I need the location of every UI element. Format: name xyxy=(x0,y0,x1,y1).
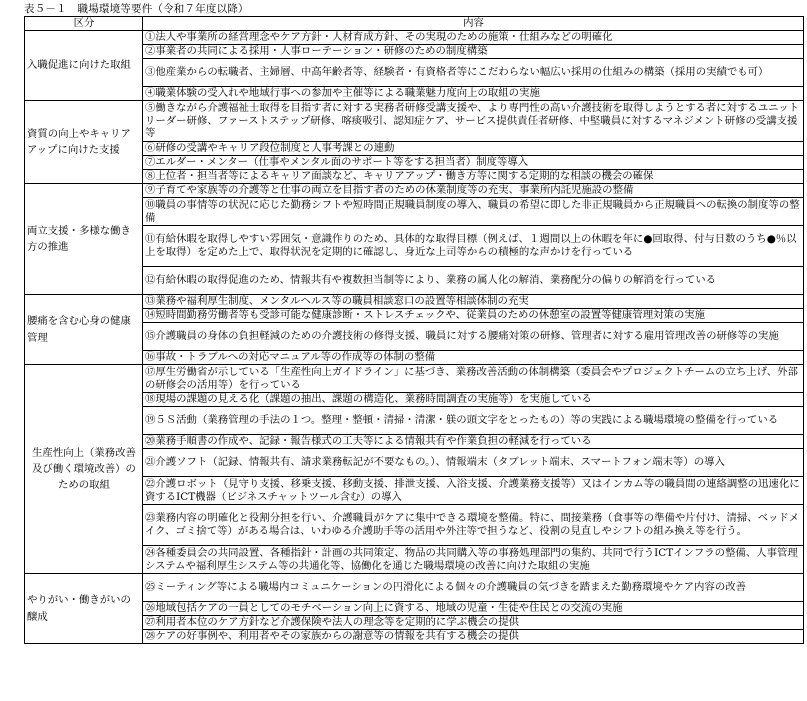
item-cell: ⑥研修の受講やキャリア段位制度と人事考課との連動 xyxy=(143,142,804,156)
item-cell: ③他産業からの転職者、主婦層、中高年齢者等、経験者・有資格者等にこだわらない幅広い採用の仕組みの構築（採用の実績でも可） xyxy=(143,59,804,87)
table-row xyxy=(25,184,804,198)
table-row xyxy=(25,365,804,393)
item-cell: ⑳業務手順書の作成や、記録・報告様式の工夫等による情報共有や作業負担の軽減を行っている xyxy=(143,435,804,449)
table-row xyxy=(25,574,804,602)
item-cell: ⑬業務や福利厚生制度、メンタルヘルス等の職員相談窓口の設置等相談体制の充実 xyxy=(143,295,804,309)
item-cell: ⑲５Ｓ活動（業務管理の手法の１つ。整理・整頓・清掃・清潔・躾の頭文字をとったもの）等の実践による職場環境の整備を行っている xyxy=(143,407,804,435)
item-cell: ㉘ケアの好事例や、利用者やその家族からの謝意等の情報を共有する機会の提供 xyxy=(143,630,804,644)
item-cell: ⑫有給休暇の取得促進のため、情報共有や複数担当制等により、業務の属人化の解消、業務配分の偏りの解消を行っている xyxy=(143,267,804,295)
item-cell: ⑭短時間勤務労働者等も受診可能な健康診断・ストレスチェックや、従業員のための休憩室の設置等健康管理対策の実施 xyxy=(143,309,804,323)
item-cell: ㉔各種委員会の共同設置、各種指針・計画の共同策定、物品の共同購入等の事務処理部門の集約、共同で行うICTインフラの整備、人事管理システムや福利厚生システム等の共通化等、協働化を通じた職場環境の改善に向けた取組の実施 xyxy=(143,546,804,574)
item-cell: ⑨子育てや家族等の介護等と仕事の両立を目指す者のための休業制度等の充実、事業所内託児施設の整備 xyxy=(143,184,804,198)
item-cell: ⑦エルダー・メンター（仕事やメンタル面のサポート等をする担当者）制度等導入 xyxy=(143,156,804,170)
item-cell: ㉓業務内容の明確化と役割分担を行い、介護職員がケアに集中できる環境を整備。特に、間接業務（食事等の準備や片付け、清掃、ベッドメイク、ゴミ捨て等）がある場合は、いわゆる介護助手等の活用や外注等で担うなど、役割の見直しやシフトの組み換え等を行う。 xyxy=(143,505,804,546)
item-cell: ⑩職員の事情等の状況に応じた勤務シフトや短時間正規職員制度の導入、職員の希望に即した非正規職員から正規職員への転換の制度等の整備 xyxy=(143,198,804,226)
item-cell: ㉑介護ソフト（記録、情報共有、請求業務転記が不要なもの。）、情報端末（タブレット端末、スマートフォン端末等）の導入 xyxy=(143,449,804,477)
item-cell: ㉗利用者本位のケア方針など介護保険や法人の理念等を定期的に学ぶ機会の提供 xyxy=(143,616,804,630)
item-cell: ⑤働きながら介護福祉士取得を目指す者に対する実務者研修受講支援や、より専門性の高い介護技術を取得しようとする者に対するユニットリーダー研修、ファーストステップ研修、喀痰吸引、認知症ケア、サービス提供責任者研修、中堅職員に対するマネジメント研修の受講支援等 xyxy=(143,101,804,142)
item-cell: ⑪有給休暇を取得しやすい雰囲気・意識作りのため、具体的な取得目標（例えば、１週間以上の休暇を年に●回取得、付与日数のうち●％以上を取得）を定めた上で、取得状況を定期的に確認し、身近な上司等からの積極的な声かけを行っている xyxy=(143,226,804,267)
item-cell: ④職業体験の受入れや地域行事への参加や主催等による職業魅力度向上の取組の実施 xyxy=(143,87,804,101)
category-cell: 生産性向上（業務改善及び働く環境改善）のための取組 xyxy=(25,365,143,574)
category-cell: 腰痛を含む心身の健康管理 xyxy=(25,295,143,365)
table-row xyxy=(25,295,804,309)
item-cell: ②事業者の共同による採用・人事ローテーション・研修のための制度構築 xyxy=(143,45,804,59)
item-cell: ⑧上位者・担当者等によるキャリア面談など、キャリアアップ・働き方等に関する定期的な相談の機会の確保 xyxy=(143,170,804,184)
table-row xyxy=(25,101,804,142)
category-cell: 入職促進に向けた取組 xyxy=(25,31,143,101)
table-header-row xyxy=(25,17,804,31)
item-cell: ⑱現場の課題の見える化（課題の抽出、課題の構造化、業務時間調査の実施等）を実施している xyxy=(143,393,804,407)
category-cell: 資質の向上やキャリアアップに向けた支援 xyxy=(25,101,143,184)
item-cell: ㉒介護ロボット（見守り支援、移乗支援、移動支援、排泄支援、入浴支援、介護業務支援等）又はインカム等の職員間の連絡調整の迅速化に資するICT機器（ビジネスチャットツール含む）の導入 xyxy=(143,477,804,505)
requirements-table xyxy=(24,16,804,644)
item-cell: ⑮介護職員の身体の負担軽減のための介護技術の修得支援、職員に対する腰痛対策の研修、管理者に対する雇用管理改善の研修等の実施 xyxy=(143,323,804,351)
category-cell: 両立支援・多様な働き方の推進 xyxy=(25,184,143,295)
table-row xyxy=(25,31,804,45)
item-cell: ㉕ミーティング等による職場内コミュニケーションの円滑化による個々の介護職員の気づきを踏まえた勤務環境やケア内容の改善 xyxy=(143,574,804,602)
table-caption: 表５－１ 職場環境等要件（令和７年度以降） xyxy=(24,3,249,15)
item-cell: ⑰厚生労働省が示している「生産性向上ガイドライン」に基づき、業務改善活動の体制構築（委員会やプロジェクトチームの立ち上げ、外部の研修会の活用等）を行っている xyxy=(143,365,804,393)
item-cell: ①法人や事業所の経営理念やケア方針・人材育成方針、その実現のための施策・仕組みなどの明確化 xyxy=(143,31,804,45)
item-cell: ㉖地域包括ケアの一員としてのモチベーション向上に資する、地域の児童・生徒や住民との交流の実施 xyxy=(143,602,804,616)
header-category: 区分 xyxy=(25,17,143,31)
category-cell: やりがい・働きがいの醸成 xyxy=(25,574,143,644)
item-cell: ⑯事故・トラブルへの対応マニュアル等の作成等の体制の整備 xyxy=(143,351,804,365)
header-content: 内容 xyxy=(143,17,804,31)
